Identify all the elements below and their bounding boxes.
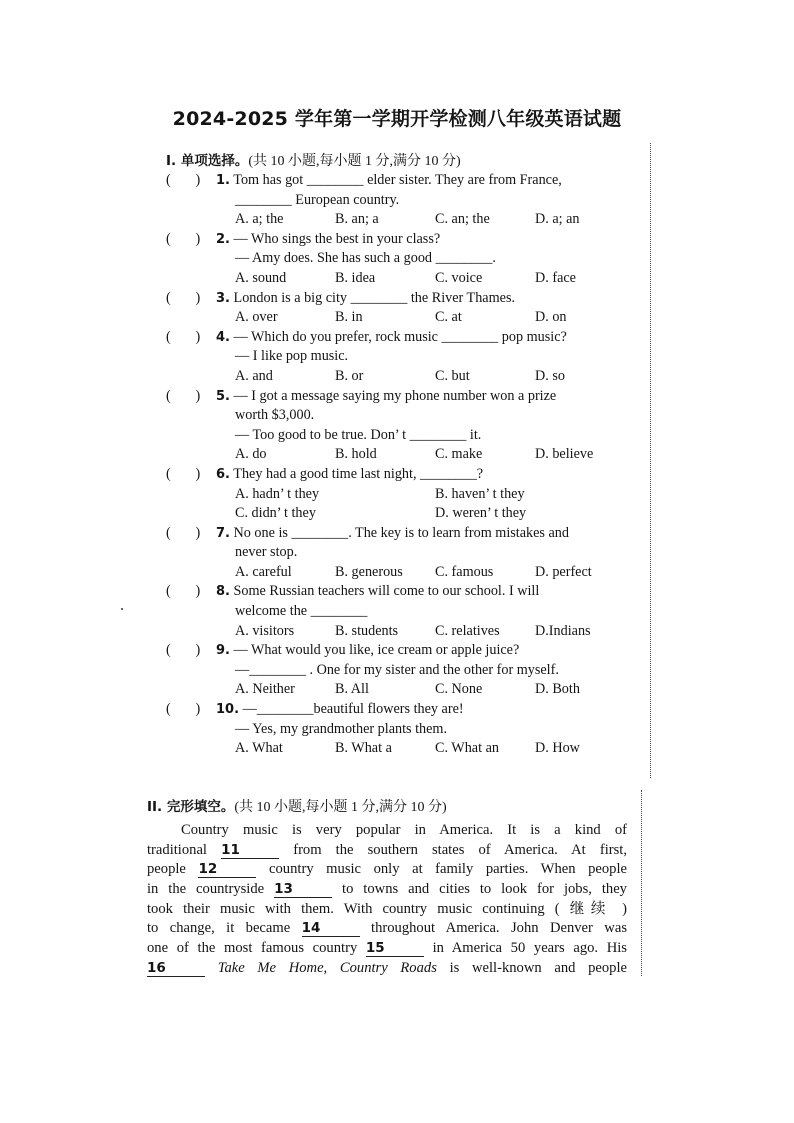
question-text: — Amy does. She has such a good ________. <box>235 250 496 267</box>
question-text: —________ . One for my sister and the other for myself. <box>235 661 559 678</box>
question-number: 2. <box>216 231 230 247</box>
question-9 <box>166 641 642 700</box>
cloze-blank-16[interactable]: 16 <box>147 961 205 977</box>
question-4 <box>166 328 642 387</box>
passage-text: people <box>147 861 186 878</box>
options-row <box>166 485 642 505</box>
question-number: 8. <box>216 584 230 600</box>
question-line <box>166 347 642 367</box>
question-line <box>166 406 642 426</box>
question-line <box>166 700 642 720</box>
option[interactable]: C. make <box>435 446 483 463</box>
passage-text: throughout America. John Denver was <box>371 920 627 937</box>
cloze-blank-12[interactable]: 12 <box>198 862 256 878</box>
passage-line <box>147 860 627 880</box>
question-line <box>166 543 642 563</box>
option[interactable]: B. All <box>335 681 369 698</box>
passage-line <box>147 841 627 861</box>
question-3 <box>166 289 642 328</box>
question-1 <box>166 171 642 230</box>
answer-bracket[interactable]: ( ) <box>166 289 201 306</box>
question-8 <box>166 582 642 641</box>
option[interactable]: B. hold <box>335 446 377 463</box>
passage-text: in the countryside <box>147 881 265 898</box>
option[interactable]: D. perfect <box>535 563 592 580</box>
options-row <box>166 622 642 642</box>
answer-bracket[interactable]: ( ) <box>166 701 201 718</box>
question-text: No one is ________. The key is to learn from mistakes and <box>233 524 569 541</box>
option[interactable]: D. weren’ t they <box>435 505 527 522</box>
options-row <box>166 563 642 583</box>
answer-bracket[interactable]: ( ) <box>166 387 201 404</box>
question-line <box>166 465 642 485</box>
question-line <box>166 426 642 446</box>
question-text: — Which do you prefer, rock music ________ pop music? <box>233 328 567 345</box>
question-number: 10. <box>216 702 240 718</box>
option[interactable]: B. What a <box>335 740 392 757</box>
question-text: London is a big city ________ the River Thames. <box>233 289 516 306</box>
question-number: 5. <box>216 388 230 404</box>
question-text: — Too good to be true. Don’ t ________ it. <box>235 426 482 443</box>
passage-line <box>147 900 627 920</box>
answer-bracket[interactable]: ( ) <box>166 328 201 345</box>
question-text: worth $3,000. <box>235 407 315 424</box>
options-row <box>166 504 642 524</box>
song-title: Take Me Home, Country Roads <box>217 959 437 976</box>
question-line <box>166 602 642 622</box>
option[interactable]: C. famous <box>435 563 494 580</box>
option[interactable]: B. in <box>335 309 363 326</box>
question-text: — What would you like, ice cream or apple juice? <box>233 642 520 659</box>
answer-bracket[interactable]: ( ) <box>166 642 201 659</box>
question-10 <box>166 700 642 759</box>
option[interactable]: C. an; the <box>435 211 490 228</box>
question-line <box>166 387 642 407</box>
question-2 <box>166 230 642 289</box>
question-text: —________beautiful flowers they are! <box>242 701 464 718</box>
cloze-passage <box>147 821 627 979</box>
option[interactable]: B. generous <box>335 563 403 580</box>
option[interactable]: D. Both <box>535 681 580 698</box>
option[interactable]: A. and <box>235 367 273 384</box>
option[interactable]: C. What an <box>435 740 499 757</box>
passage-line <box>147 959 627 979</box>
options-row <box>166 445 642 465</box>
option[interactable]: A. hadn’ t they <box>235 485 320 502</box>
passage-text: from the southern states of America. At first, <box>293 841 627 858</box>
passage-line <box>147 880 627 900</box>
question-line <box>166 249 642 269</box>
question-text: never stop. <box>235 544 298 561</box>
question-7 <box>166 524 642 583</box>
option[interactable]: A. do <box>235 446 267 463</box>
option[interactable]: C. at <box>435 309 462 326</box>
scan-speck <box>121 608 123 610</box>
option[interactable]: D. believe <box>535 446 594 463</box>
question-6 <box>166 465 642 524</box>
passage-text: in America 50 years ago. His <box>432 940 627 957</box>
question-text: Tom has got ________ elder sister. They are from France, <box>233 172 562 188</box>
question-number: 4. <box>216 329 230 345</box>
question-text: Some Russian teachers will come to our school. I will <box>233 583 540 600</box>
question-line <box>166 720 642 740</box>
section-heading <box>166 151 642 171</box>
option[interactable]: B. haven’ t they <box>435 485 525 502</box>
question-line <box>166 641 642 661</box>
answer-bracket[interactable]: ( ) <box>166 230 201 247</box>
option[interactable]: C. but <box>435 367 470 384</box>
passage-text: traditional <box>147 841 207 858</box>
options-row <box>166 210 642 230</box>
cloze-blank-14[interactable]: 14 <box>302 921 360 937</box>
option[interactable]: B. an; a <box>335 211 379 228</box>
question-line <box>166 289 642 309</box>
section-heading-label: I. 单项选择。 <box>166 153 249 169</box>
question-number: 3. <box>216 290 230 306</box>
question-number: 9. <box>216 643 230 659</box>
question-line <box>166 328 642 348</box>
question-line <box>166 582 642 602</box>
question-number: 7. <box>216 525 230 541</box>
options-row <box>166 739 642 759</box>
option[interactable]: D. on <box>535 309 567 326</box>
option[interactable]: D. How <box>535 740 580 757</box>
passage-line <box>147 939 627 959</box>
section-heading-note: (共 10 小题,每小题 1 分,满分 10 分) <box>248 154 461 169</box>
answer-bracket[interactable]: ( ) <box>166 465 201 482</box>
question-line <box>166 191 642 211</box>
option[interactable]: D. a; an <box>535 211 580 228</box>
option[interactable]: A. Neither <box>235 681 295 698</box>
question-text: They had a good time last night, ________? <box>233 465 484 482</box>
cloze-blank-15[interactable]: 15 <box>366 941 424 957</box>
cloze-blank-13[interactable]: 13 <box>274 882 332 898</box>
options-row <box>166 680 642 700</box>
question-5 <box>166 387 642 465</box>
passage-text: Country music is very popular in America. It is a kind of <box>181 822 627 838</box>
option[interactable]: D. so <box>535 367 565 384</box>
option[interactable]: B. idea <box>335 269 376 286</box>
option[interactable]: A. What <box>235 740 283 757</box>
cloze-blank-11[interactable]: 11 <box>221 843 279 859</box>
page-title: 2024-2025 学年第一学期开学检测八年级英语试题 <box>172 108 622 130</box>
section-single-choice <box>166 151 642 759</box>
binding-dotted-line <box>650 143 651 778</box>
passage-text: to change, it became <box>147 920 291 937</box>
question-number: 1. <box>216 173 230 188</box>
option[interactable]: A. visitors <box>235 622 295 639</box>
question-text: — Yes, my grandmother plants them. <box>235 720 448 737</box>
answer-bracket[interactable]: ( ) <box>166 583 201 600</box>
passage-text: one of the most famous country <box>147 940 358 957</box>
option[interactable]: B. or <box>335 367 364 384</box>
option[interactable]: C. None <box>435 681 483 698</box>
question-text: welcome the ________ <box>235 603 368 620</box>
options-row <box>166 269 642 289</box>
answer-bracket[interactable]: ( ) <box>166 524 201 541</box>
option[interactable]: C. didn’ t they <box>235 505 316 522</box>
option[interactable]: A. a; the <box>235 211 284 228</box>
option[interactable]: C. voice <box>435 269 483 286</box>
passage-line <box>147 821 627 841</box>
question-text: — I got a message saying my phone number won a prize <box>233 387 557 404</box>
passage-line <box>147 919 627 939</box>
passage-text: is well-known and people <box>449 959 628 976</box>
section-heading <box>147 797 627 817</box>
options-row <box>166 308 642 328</box>
section-heading-note: (共 10 小题,每小题 1 分,满分 10 分) <box>234 800 447 815</box>
question-line <box>166 524 642 544</box>
question-text: — I like pop music. <box>235 348 349 365</box>
answer-bracket[interactable]: ( ) <box>166 172 201 188</box>
question-line <box>166 661 642 681</box>
option[interactable]: D.Indians <box>535 622 591 639</box>
section-cloze <box>147 797 627 979</box>
section-heading-label: II. 完形填空。 <box>147 799 235 815</box>
options-row <box>166 367 642 387</box>
option[interactable]: A. over <box>235 309 278 326</box>
question-number: 6. <box>216 466 230 482</box>
option[interactable]: A. sound <box>235 269 287 286</box>
question-line <box>166 171 642 191</box>
option[interactable]: A. careful <box>235 563 292 580</box>
question-line <box>166 230 642 250</box>
passage-text: to towns and cities to look for jobs, they <box>342 881 627 898</box>
question-text: ________ European country. <box>235 191 400 208</box>
passage-text: took their music with them. With country music continuing ( 继续 ) <box>147 900 627 917</box>
passage-text: country music only at family parties. When people <box>269 861 627 878</box>
question-text: — Who sings the best in your class? <box>233 230 441 247</box>
question-list <box>166 171 642 759</box>
option[interactable]: B. students <box>335 622 399 639</box>
option[interactable]: C. relatives <box>435 622 500 639</box>
binding-dotted-line-lower <box>641 790 642 976</box>
option[interactable]: D. face <box>535 269 576 286</box>
